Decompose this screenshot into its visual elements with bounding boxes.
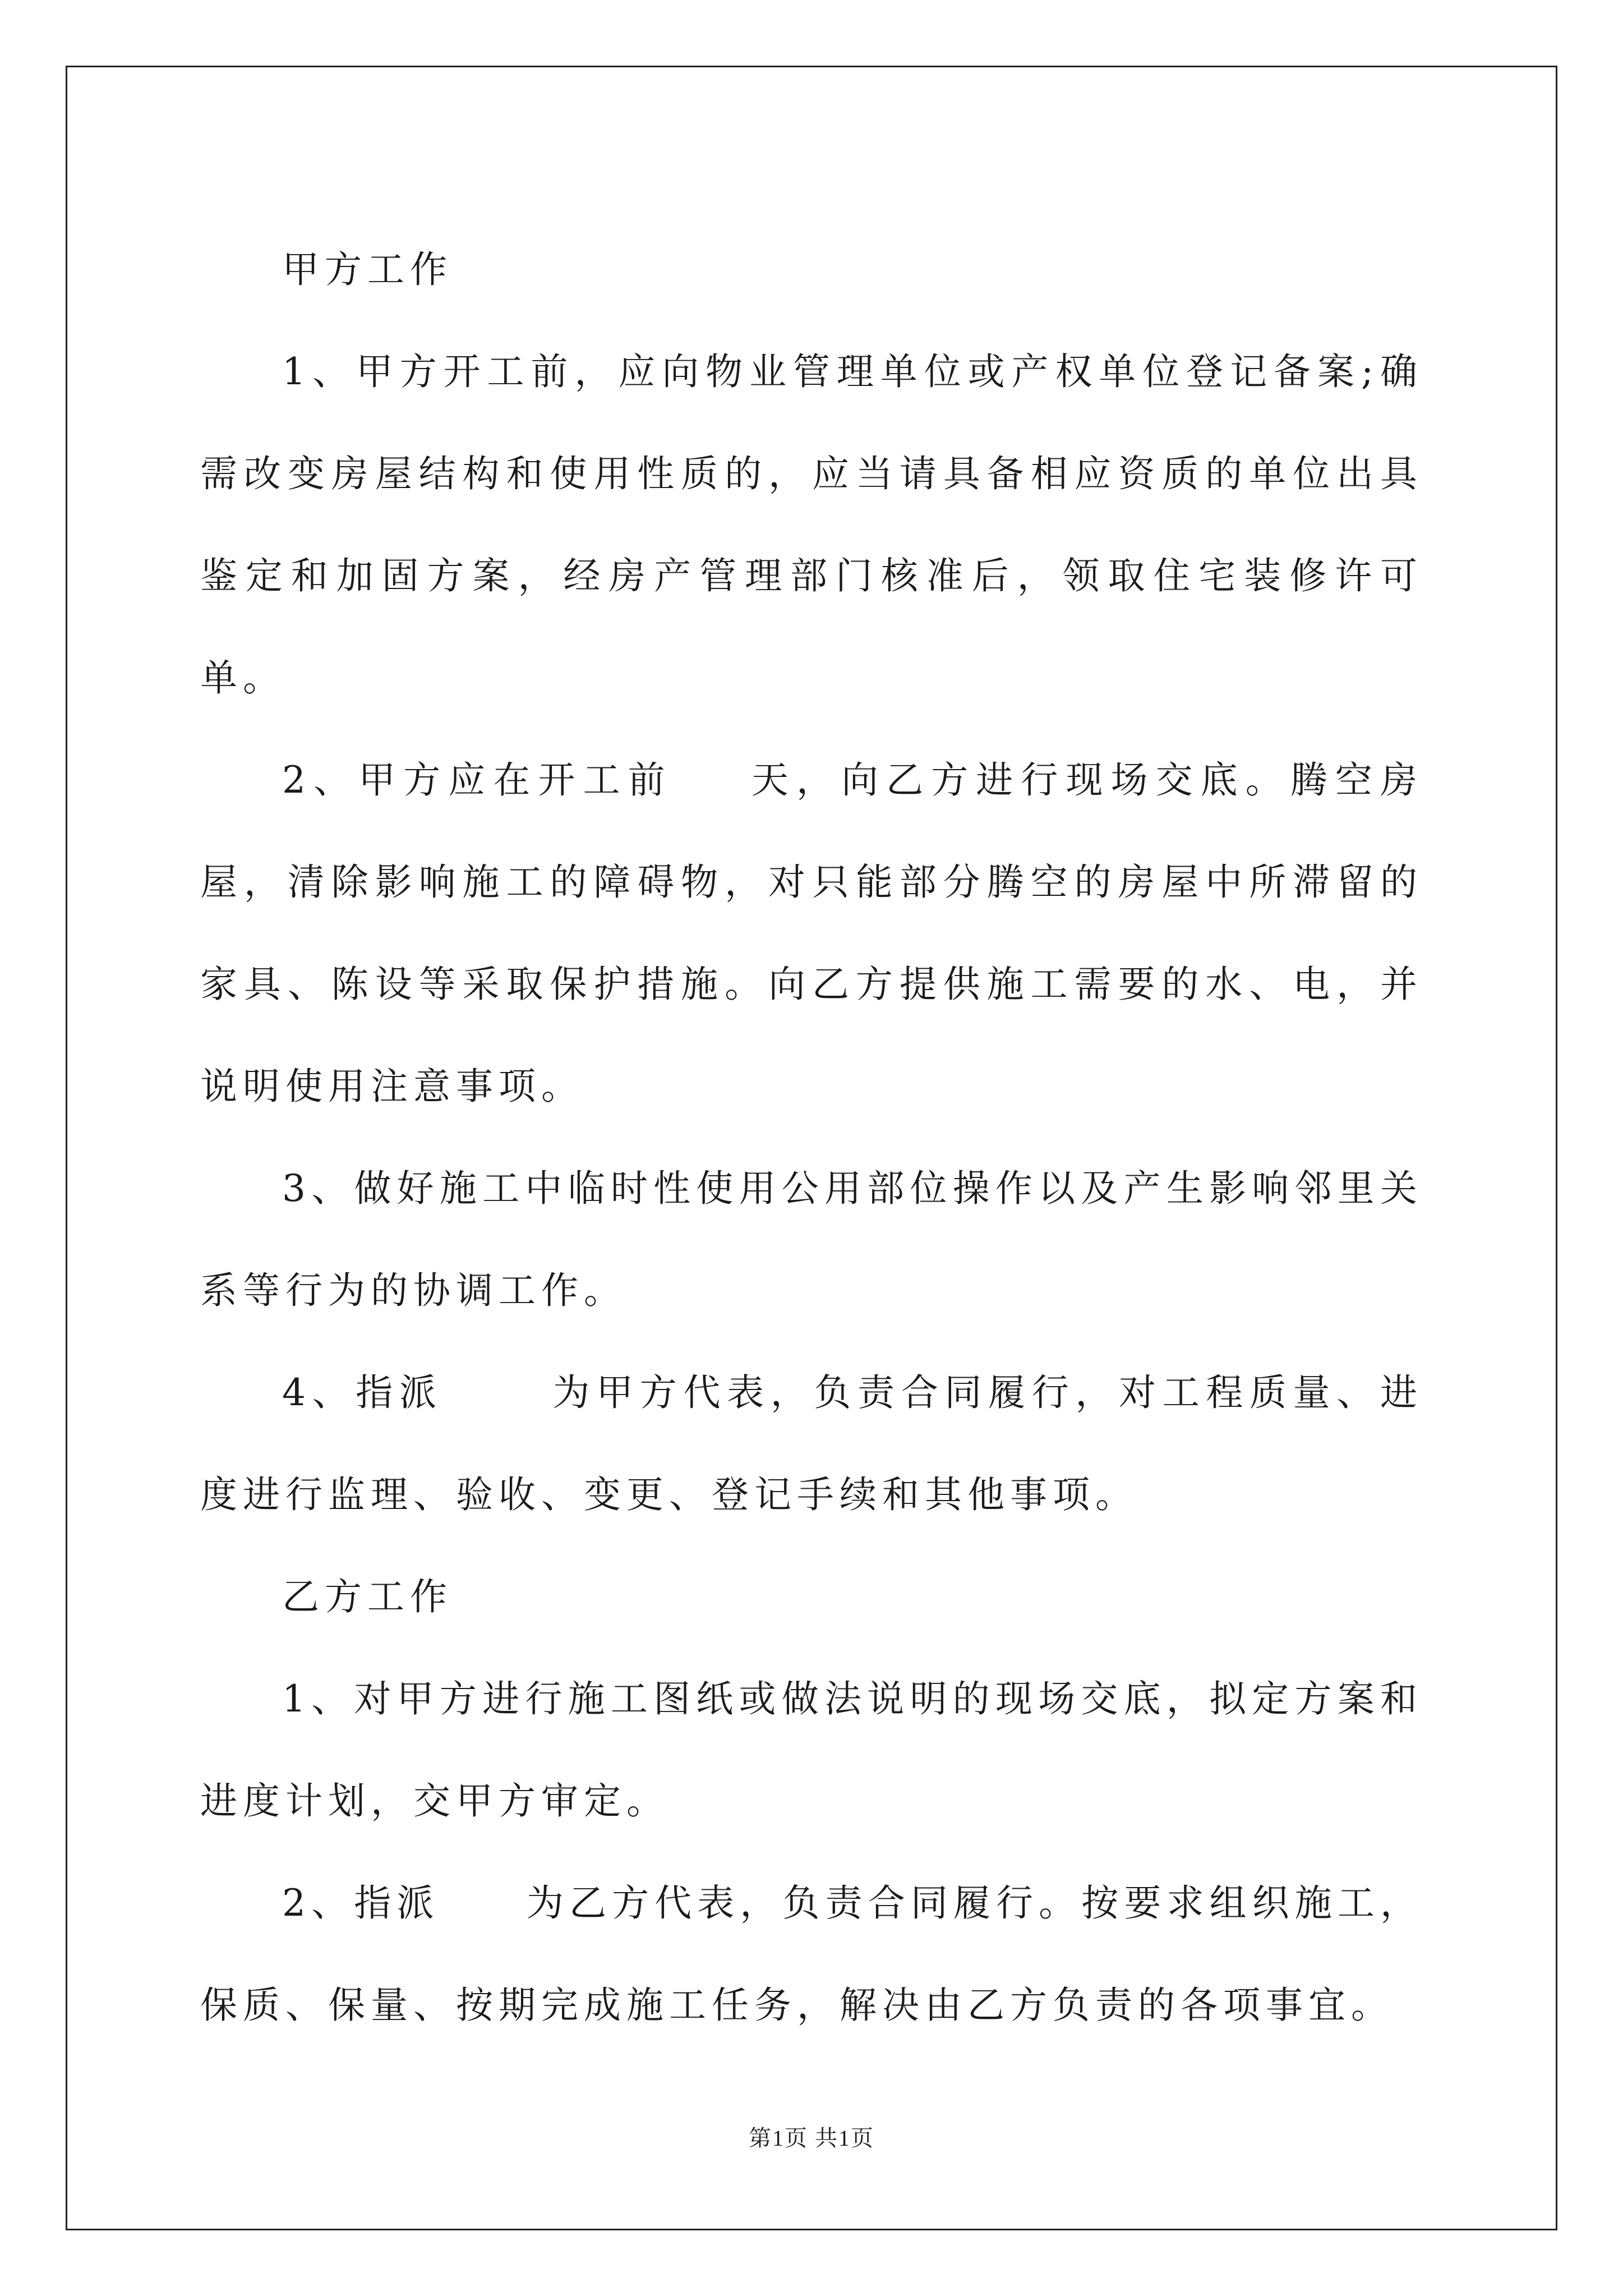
paragraph-party-a-3: 3、做好施工中临时性使用公用部位操作以及产生影响邻里关系等行为的协调工作。 xyxy=(200,1167,1423,1312)
paragraph-party-a-4: 4、指派 为甲方代表，负责合同履行，对工程质量、进度进行监理、验收、变更、登记手续和其他事项。 xyxy=(200,1371,1423,1516)
page-footer: 第1页 共1页 xyxy=(749,2125,874,2151)
paragraph-party-a-2: 2、甲方应在开工前 天，向乙方进行现场交底。腾空房屋，清除影响施工的障碍物，对只能部分腾空的房屋中所滞留的家具、陈设等采取保护措施。向乙方提供施工需要的水、电，并说明使用注意事项。 xyxy=(200,758,1423,1108)
section-heading-party-b: 乙方工作 xyxy=(282,1575,453,1618)
document-body xyxy=(200,219,1423,2056)
paragraph-party-a-1: 1、甲方开工前，应向物业管理单位或产权单位登记备案;确需改变房屋结构和使用性质的，应当请具备相应资质的单位出具鉴定和加固方案，经房产管理部门核准后，领取住宅装修许可单。 xyxy=(200,350,1423,700)
paragraph-party-b-2: 2、指派 为乙方代表，负责合同履行。按要求组织施工，保质、保量、按期完成施工任务，解决由乙方负责的各项事宜。 xyxy=(200,1881,1423,2027)
paragraph-party-b-1: 1、对甲方进行施工图纸或做法说明的现场交底，拟定方案和进度计划，交甲方审定。 xyxy=(200,1677,1423,1823)
section-heading-party-a: 甲方工作 xyxy=(282,248,453,291)
